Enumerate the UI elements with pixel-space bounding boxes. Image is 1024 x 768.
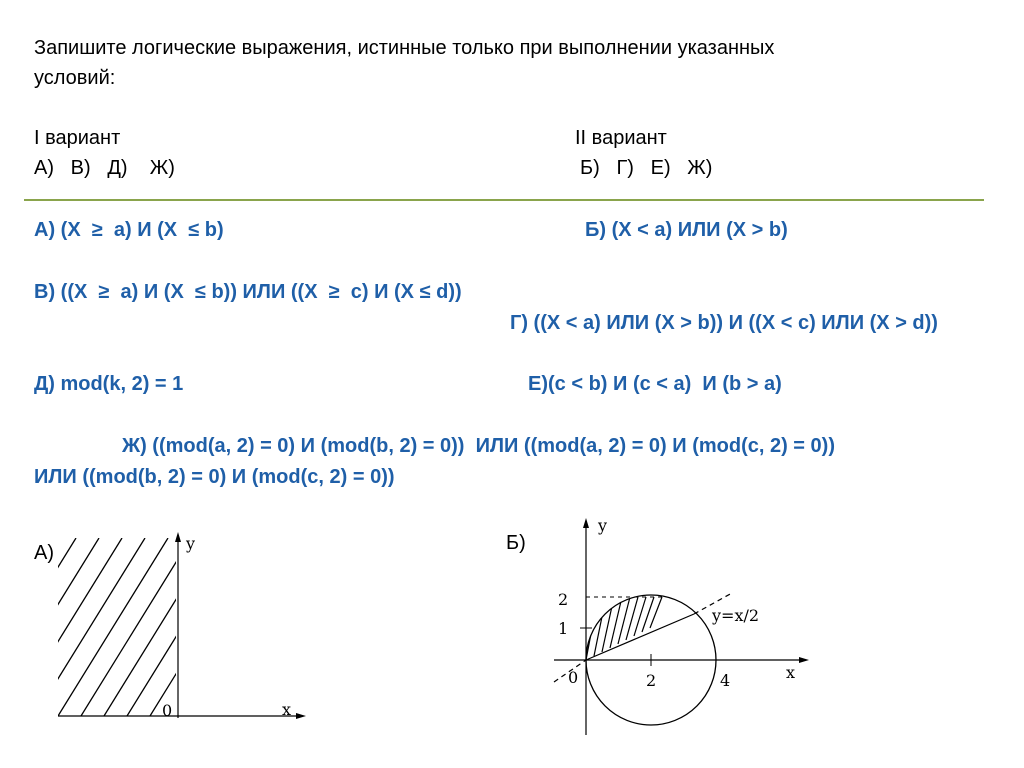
answer-g: Г) ((X < a) ИЛИ (X > b)) И ((X < c) ИЛИ (X > d)) [510,312,938,334]
intro-line-1: Запишите логические выражения, истинные только при выполнении указанных [34,37,775,59]
figure-b-line-label: y=x/2 [712,606,760,625]
figure-a-y-label: y [186,534,196,553]
answer-b: Б) (X < a) ИЛИ (X > b) [585,219,788,241]
variant-2-items: Б) Г) Е) Ж) [580,157,713,179]
figure-b-graph [540,505,840,765]
figure-a-x-label: x [282,700,292,719]
answer-v: В) ((X ≥ a) И (X ≤ b)) ИЛИ ((X ≥ c) И (X ≤ d)) [34,281,462,303]
variant-1-title: I вариант [34,127,121,149]
figure-a-graph [0,520,320,760]
divider-line [24,199,984,201]
figure-b-tick-y1-label: 1 [558,619,569,638]
figure-b-x-arrow-icon [799,657,809,663]
figure-a-x-arrow-icon [296,713,306,719]
intro-line-2: условий: [34,67,116,89]
figure-b-line-y-half-x [586,614,694,660]
figure-b-x-label: x [786,663,796,682]
figure-b-y-label: y [598,516,608,535]
figure-b-hatching [586,597,662,660]
figure-b-tick-x4-label: 4 [720,671,731,690]
answer-zh-line-1: Ж) ((mod(a, 2) = 0) И (mod(b, 2) = 0)) ИЛИ ((mod(a, 2) = 0) И (mod(c, 2) = 0)) [122,435,835,457]
answer-a: А) (X ≥ a) И (X ≤ b) [34,219,224,241]
figure-b-tick-y2-label: 2 [558,590,569,609]
figure-a-label: А) [34,542,54,564]
figure-b-y-arrow-icon [583,518,589,528]
figure-a-origin-label: 0 [162,701,173,720]
figure-a-hatching [0,538,260,716]
answer-e: Е)(c < b) И (c < a) И (b > a) [528,373,782,395]
answer-d: Д) mod(k, 2) = 1 [34,373,184,395]
figure-a-y-arrow-icon [175,532,181,542]
variant-2-title: II вариант [575,127,667,149]
figure-b-label: Б) [506,532,526,554]
figure-b-tick-x2-label: 2 [646,671,657,690]
answer-zh-line-2: ИЛИ ((mod(b, 2) = 0) И (mod(c, 2) = 0)) [34,466,395,488]
variant-1-items: А) В) Д) Ж) [34,157,175,179]
figure-b-origin-label: 0 [568,668,579,687]
